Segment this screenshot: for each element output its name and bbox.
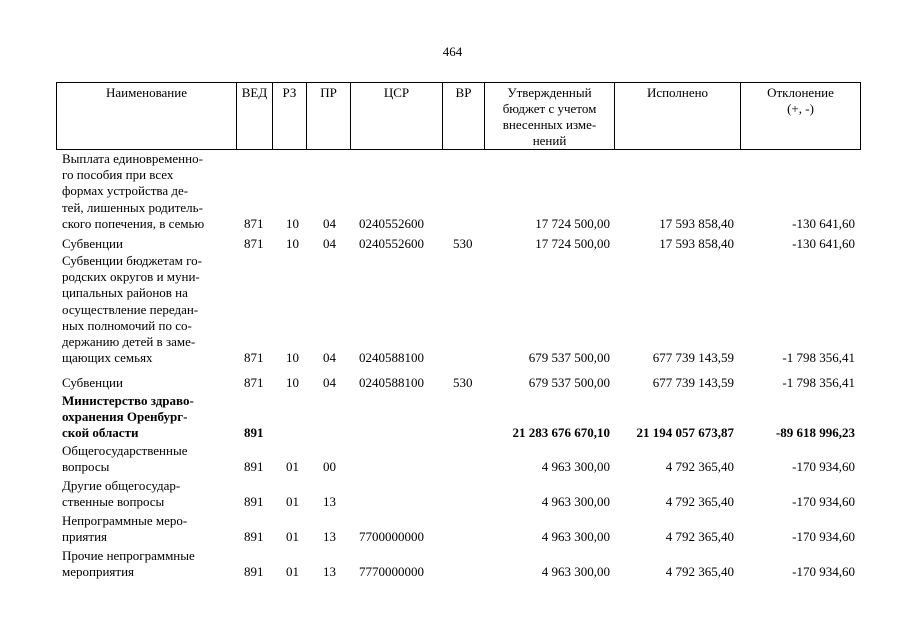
- cell-approved: 679 537 500,00: [528, 350, 610, 366]
- cell-executed: 4 792 365,40: [665, 459, 734, 475]
- cell-approved: 679 537 500,00: [528, 375, 610, 390]
- cell-deviation: -170 934,60: [792, 564, 855, 580]
- cell-deviation: -89 618 996,23: [775, 425, 855, 441]
- cell-name: Субвенции бюджетам го- родских округов и муни- ципальных районов на осуществление передан- ных полномочий по со- держанию детей в заме- щающих семьях: [62, 253, 202, 366]
- cell-deviation: -170 934,60: [792, 529, 855, 545]
- cell-executed: 4 792 365,40: [665, 529, 734, 545]
- cell-name: Прочие непрограммные мероприятия: [62, 548, 195, 580]
- cell-name: Субвенции: [62, 375, 123, 390]
- cell-executed: 17 593 858,40: [659, 215, 734, 231]
- cell-name: Выплата единовременно- го пособия при всех формах устройства де- тей, лишенных родитель- ского попечения, в семью: [62, 151, 205, 231]
- cell-deviation: -170 934,60: [792, 494, 855, 510]
- cell-ved: 891: [244, 425, 264, 441]
- cell-approved: 4 963 300,00: [541, 494, 610, 510]
- cell-ved: 871: [244, 236, 264, 251]
- cell-ved: 891: [244, 564, 264, 580]
- cell-ved: 871: [244, 215, 264, 231]
- col-header-vr: ВР: [442, 82, 484, 150]
- cell-deviation: -130 641,60: [792, 236, 855, 251]
- cell-rz: 10: [286, 375, 299, 390]
- cell-ved: 871: [244, 375, 264, 390]
- cell-deviation: -170 934,60: [792, 459, 855, 475]
- cell-csr: 0240552600: [359, 215, 424, 231]
- cell-ved: 891: [244, 494, 264, 510]
- cell-pr: 13: [323, 494, 336, 510]
- cell-csr: 7700000000: [359, 529, 424, 545]
- col-header-pr: ПР: [306, 82, 350, 150]
- col-header-name: Наименование: [56, 82, 236, 150]
- cell-ved: 891: [244, 529, 264, 545]
- cell-executed: 677 739 143,59: [652, 375, 734, 390]
- cell-deviation: -130 641,60: [792, 215, 855, 231]
- cell-pr: 04: [323, 236, 336, 251]
- cell-pr: 04: [323, 375, 336, 390]
- cell-name: Министерство здраво- охранения Оренбург- ской области: [62, 393, 194, 441]
- cell-deviation: -1 798 356,41: [782, 375, 855, 390]
- cell-csr: 0240588100: [359, 350, 424, 366]
- cell-approved: 4 963 300,00: [541, 564, 610, 580]
- cell-rz: 10: [286, 215, 299, 231]
- col-header-executed: Исполнено: [614, 82, 740, 150]
- cell-rz: 01: [286, 494, 299, 510]
- cell-approved: 17 724 500,00: [535, 236, 610, 251]
- cell-pr: 00: [323, 459, 336, 475]
- cell-pr: 04: [323, 350, 336, 366]
- cell-name: Общегосударственные вопросы: [62, 443, 188, 475]
- col-header-csr: ЦСР: [350, 82, 442, 150]
- cell-vr: 530: [453, 375, 473, 390]
- cell-executed: 17 593 858,40: [659, 236, 734, 251]
- cell-deviation: -1 798 356,41: [782, 350, 855, 366]
- cell-rz: 10: [286, 236, 299, 251]
- cell-ved: 871: [244, 350, 264, 366]
- cell-rz: 01: [286, 459, 299, 475]
- cell-pr: 13: [323, 564, 336, 580]
- cell-approved: 4 963 300,00: [541, 459, 610, 475]
- col-header-deviation: Отклонение (+, -): [740, 82, 861, 150]
- cell-name: Другие общегосудар- ственные вопросы: [62, 478, 181, 510]
- cell-approved: 17 724 500,00: [535, 215, 610, 231]
- cell-rz: 01: [286, 529, 299, 545]
- cell-vr: 530: [453, 236, 473, 251]
- cell-csr: 0240552600: [359, 236, 424, 251]
- cell-name: Субвенции: [62, 236, 123, 251]
- cell-executed: 4 792 365,40: [665, 494, 734, 510]
- cell-csr: 0240588100: [359, 375, 424, 390]
- cell-executed: 4 792 365,40: [665, 564, 734, 580]
- col-header-approved: Утвержденный бюджет с учетом внесенных изме- нений: [484, 82, 614, 150]
- col-header-ved: ВЕД: [236, 82, 272, 150]
- col-header-rz: РЗ: [272, 82, 306, 150]
- cell-approved: 21 283 676 670,10: [512, 425, 610, 441]
- cell-rz: 10: [286, 350, 299, 366]
- cell-executed: 677 739 143,59: [652, 350, 734, 366]
- cell-rz: 01: [286, 564, 299, 580]
- cell-name: Непрограммные меро- приятия: [62, 513, 188, 545]
- page-number: 464: [442, 44, 463, 59]
- cell-approved: 4 963 300,00: [541, 529, 610, 545]
- cell-ved: 891: [244, 459, 264, 475]
- cell-csr: 7770000000: [359, 564, 424, 580]
- cell-pr: 04: [323, 215, 336, 231]
- cell-executed: 21 194 057 673,87: [636, 425, 734, 441]
- cell-pr: 13: [323, 529, 336, 545]
